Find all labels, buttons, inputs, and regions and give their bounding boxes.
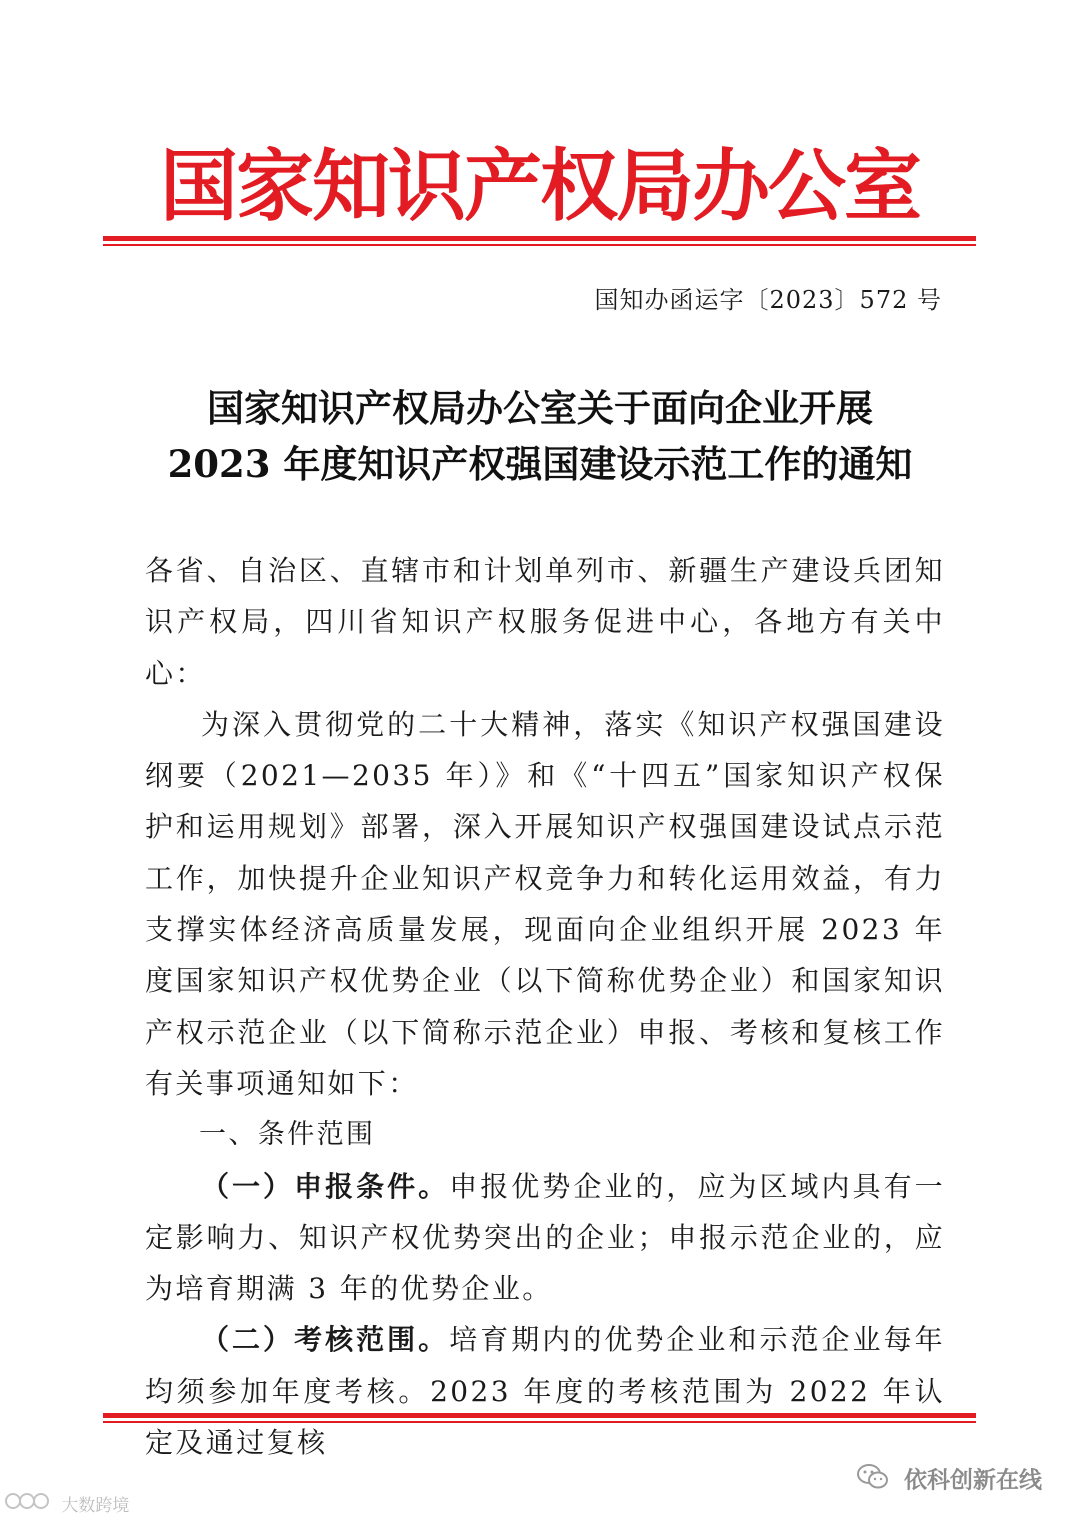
brand-logo-icon xyxy=(4,1490,50,1522)
document-number: 国知办函运字〔2023〕572 号 xyxy=(594,286,942,314)
document-body xyxy=(145,545,945,1468)
header-red-rule xyxy=(103,236,976,246)
item-2-text: 培育期内的优势企业和示范企业每年均须参加年度考核。2023 年度的考核范围为 2022 年认定及通过复核 xyxy=(145,1323,946,1460)
watermark-left xyxy=(4,1490,129,1522)
item-2-lead: （二）考核范围。 xyxy=(201,1323,450,1357)
wechat-icon xyxy=(856,1463,890,1499)
item-1-paragraph xyxy=(145,1161,945,1315)
title-line-2: 2023 年度知识产权强国建设示范工作的通知 xyxy=(167,442,913,486)
title-line-1: 国家知识产权局办公室关于面向企业开展 xyxy=(207,386,873,430)
section-heading: 一、条件范围 xyxy=(199,1119,376,1151)
watermark-left-text: 大数跨境 xyxy=(61,1496,130,1516)
watermark-right xyxy=(856,1463,1042,1499)
intro-paragraph: 为深入贯彻党的二十大精神，落实《知识产权强国建设纲要（2021—2035 年）》和《“十四五”国家知识产权保护和运用规划》部署，深入开展知识产权强国建设试点示范工作，加快提升企业知识产权竞争力和转化运用效益，有力支撑实体经济高质量发展，现面向企业组织开展 2023 年度国家知识产权优势企业（以下简称优势企业）和国家知识产权示范企业（以下简称示范企业）申报、考核和复核工作有关事项通知如下： xyxy=(145,707,946,1100)
footer-red-rule xyxy=(103,1413,976,1423)
item-1-lead: （一）申报条件。 xyxy=(201,1169,450,1203)
watermark-right-text: 依科创新在线 xyxy=(904,1467,1042,1494)
masthead-title: 国家知识产权局办公室 xyxy=(159,141,920,232)
item-2-paragraph xyxy=(145,1314,945,1468)
addressee-paragraph: 各省、自治区、直辖市和计划单列市、新疆生产建设兵团知识产权局，四川省知识产权服务促进中心，各地方有关中心： xyxy=(145,554,945,690)
item-1-text: 申报优势企业的，应为区域内具有一定影响力、知识产权优势突出的企业；申报示范企业的，应为培育期满 3 年的优势企业。 xyxy=(145,1169,946,1306)
document-title xyxy=(0,380,1080,492)
